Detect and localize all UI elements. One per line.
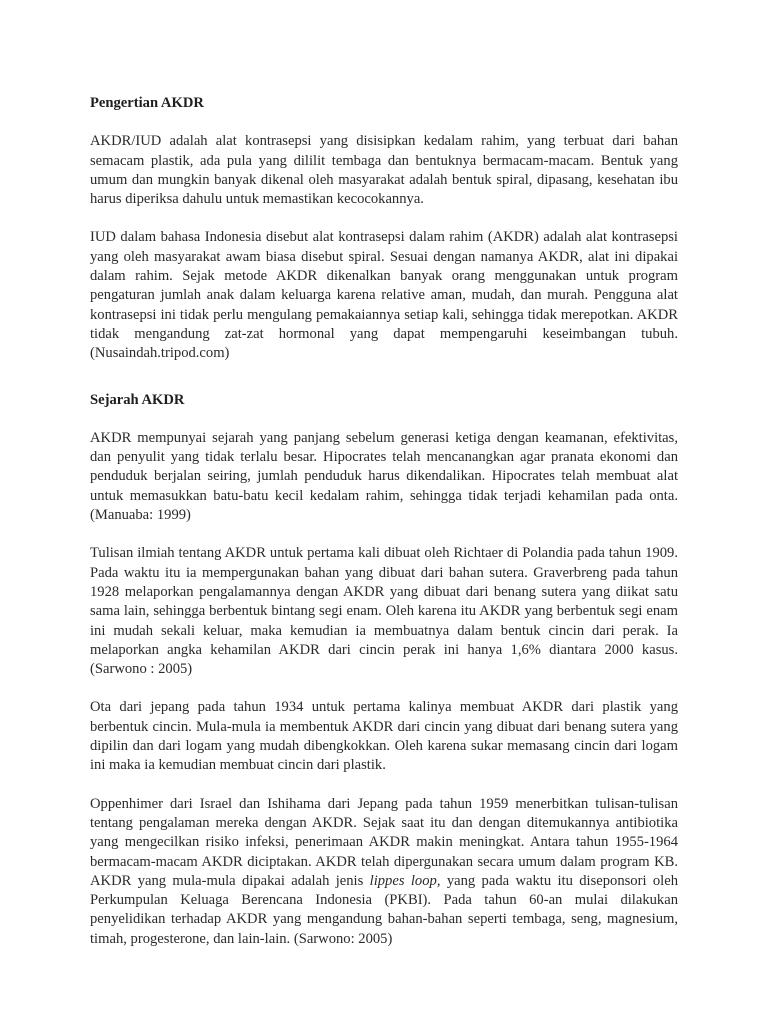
paragraph-text-part-b: , yang pada waktu itu diseponsori oleh Perkumpulan Keluaga Berencana Indonesia (PKBI). Pada tahun 60-an mulai dilakukan penyelidikan terhadap AKDR yang mengandung bahan-bahan seperti tembaga, seng, magnesium, timah, progesterone, dan lain-lain. (Sarwono: 2005) — [90, 872, 678, 947]
section-title-sejarah: Sejarah AKDR — [90, 391, 185, 408]
document-page — [90, 94, 678, 949]
paragraph-iud-description: IUD dalam bahasa Indonesia disebut alat kontrasepsi dalam rahim (AKDR) adalah alat kontrasepsi yang oleh masyarakat awam biasa disebut spiral. Sesuai dengan namanya AKDR, alat ini dipakai dalam rahim. Sejak metode AKDR dikenalkan banyak orang menggunakan untuk program pengaturan jumlah anak dalam keluarga karena relative aman, mudah, dan murah. Pengguna alat kontrasepsi ini tidak perlu mengulang pemakaiannya setiap kali, sehingga tidak merepotkan. AKDR tidak mengandung zat-zat hormonal yang dapat mempengaruhi keseimbangan tubuh. (Nusaindah.tripod.com) — [90, 229, 678, 362]
lippes-loop-term: lippes loop — [369, 872, 437, 889]
paragraph-history-oppenhimer — [90, 795, 678, 949]
paragraph-history-ota: Ota dari jepang pada tahun 1934 untuk pertama kalinya membuat AKDR dari plastik yang berbentuk cincin. Mula-mula ia membentuk AKDR dari cincin yang dibuat dari benang sutera yang dipilin dan dari logam yang mudah dibengkokkan. Oleh karena sukar memasang cincin dari logam ini maka ia kemudian membuat cincin dari plastik. — [90, 699, 678, 774]
section-title-pengertian: Pengertian AKDR — [90, 95, 204, 111]
paragraph-text-part-a: Oppenhimer dari Israel dan Ishihama dari Jepang pada tahun 1959 menerbitkan tulisan-tulisan tentang pengalaman mereka dengan AKDR. Sejak saat itu dan dengan ditemukannya antibiotika yang mengecilkan risiko infeksi, penerimaan AKDR makin meningkat. Antara tahun 1955-1964 bermacam-macam AKDR diciptakan. AKDR telah dipergunakan secara umum dalam program KB. AKDR yang mula-mula dipakai adalah jenis — [90, 795, 678, 889]
paragraph-history-richtaer: Tulisan ilmiah tentang AKDR untuk pertama kali dibuat oleh Richtaer di Polandia pada tahun 1909. Pada waktu itu ia mempergunakan bahan yang dibuat dari bahan sutera. Graverbreng pada tahun 1928 melaporkan pengalamannya dengan AKDR yang dibuat dari benang sutera yang diikat satu sama lain, sehingga berbentuk bintang segi enam. Oleh karena itu AKDR yang berbentuk segi enam ini mudah sekali keluar, maka kemudian ia membuatnya dalam bentuk cincin dari perak. Ia melaporkan angka kehamilan AKDR dari cincin perak ini hanya 1,6% diantara 2000 kasus. (Sarwono : 2005) — [90, 545, 678, 678]
paragraph-history-intro: AKDR mempunyai sejarah yang panjang sebelum generasi ketiga dengan keamanan, efektivitas, dan penyulit yang tidak terlalu besar. Hipocrates telah mencanangkan agar pranata ekonomi dan penduduk berjalan seiring, jumlah penduduk harus dikendalikan. Hipocrates telah membuat alat untuk memasukkan batu-batu kecil kedalam rahim, sehingga tidak terjadi kehamilan pada onta. (Manuaba: 1999) — [90, 429, 678, 524]
paragraph-definition: AKDR/IUD adalah alat kontrasepsi yang disisipkan kedalam rahim, yang terbuat dari bahan semacam plastik, ada pula yang dililit tembaga dan bentuknya bermacam-macam. Bentuk yang umum dan mungkin banyak dikenal oleh masyarakat adalah bentuk spiral, dipasang, kesehatan ibu harus diperiksa dahulu untuk memastikan kecocokannya. — [90, 133, 678, 208]
